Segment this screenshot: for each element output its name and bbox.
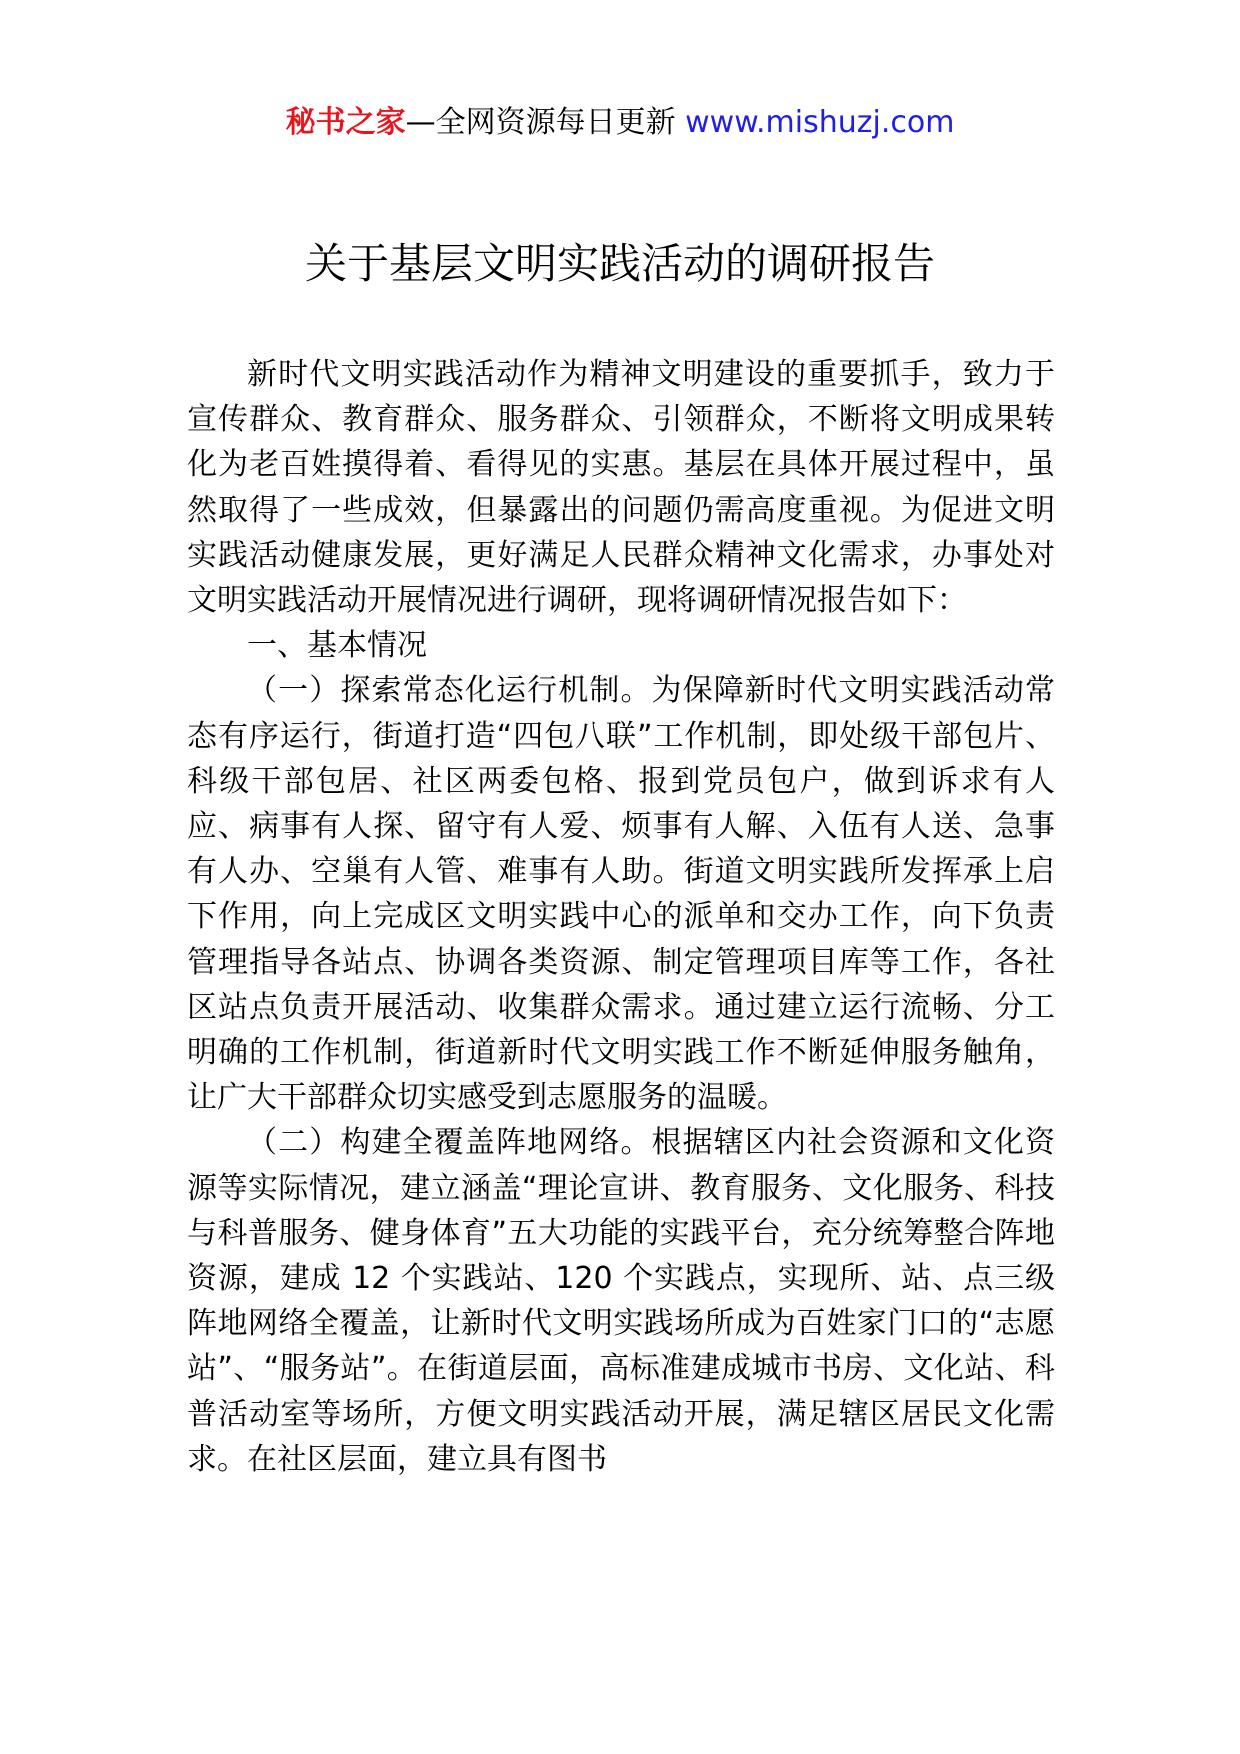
brand-name: 秘书之家 — [285, 105, 406, 140]
document-title: 关于基层文明实践活动的调研报告 — [304, 239, 935, 288]
site-url: www.mishuzj.com — [685, 105, 955, 140]
paragraph-mechanism: （一）探索常态化运行机制。为保障新时代文明实践活动常态有序运行，街道打造“四包八联”工作机制，即处级干部包片、科级干部包居、社区两委包格、报到党员包户，做到诉求有人应、病事有人探、留守有人爱、烦事有人解、入伍有人送、急事有人办、空巢有人管、难事有人助。街道文明实践所发挥承上启下作用，向上完成区文明实践中心的派单和交办工作，向下负责管理指导各站点、协调各类资源、制定管理项目库等工作，各社区站点负责开展活动、收集群众需求。通过建立运行流畅、分工明确的工作机制，街道新时代文明实践工作不断延伸服务触角，让广大干部群众切实感受到志愿服务的温暖。 — [187, 673, 1055, 1116]
paragraph-network: （二）构建全覆盖阵地网络。根据辖区内社会资源和文化资源等实际情况，建立涵盖“理论宣讲、教育服务、文化服务、科技与科普服务、健身体育”五大功能的实践平台，充分统筹整合阵地资源，建成 12 个实践站、120 个实践点，实现所、站、点三级阵地网络全覆盖，让新时代文明实践场所成为百姓家门口的“志愿站”、“服务站”。在街道层面，高标准建成城市书房、文化站、科普活动室等场所，方便文明实践活动开展，满足辖区居民文化需求。在社区层面，建立具有图书 — [187, 1125, 1055, 1477]
document-body — [187, 352, 1055, 1482]
section-heading-basic: 一、基本情况 — [247, 628, 427, 664]
site-banner — [0, 100, 1240, 146]
banner-tagline: —全网资源每日更新 — [405, 105, 676, 140]
paragraph-intro: 新时代文明实践活动作为精神文明建设的重要抓手，致力于宣传群众、教育群众、服务群众、引领群众，不断将文明成果转化为老百姓摸得着、看得见的实惠。基层在具体开展过程中，虽然取得了一些成效，但暴露出的问题仍需高度重视。为促进文明实践活动健康发展，更好满足人民群众精神文化需求，办事处对文明实践活动开展情况进行调研，现将调研情况报告如下： — [187, 357, 1055, 619]
